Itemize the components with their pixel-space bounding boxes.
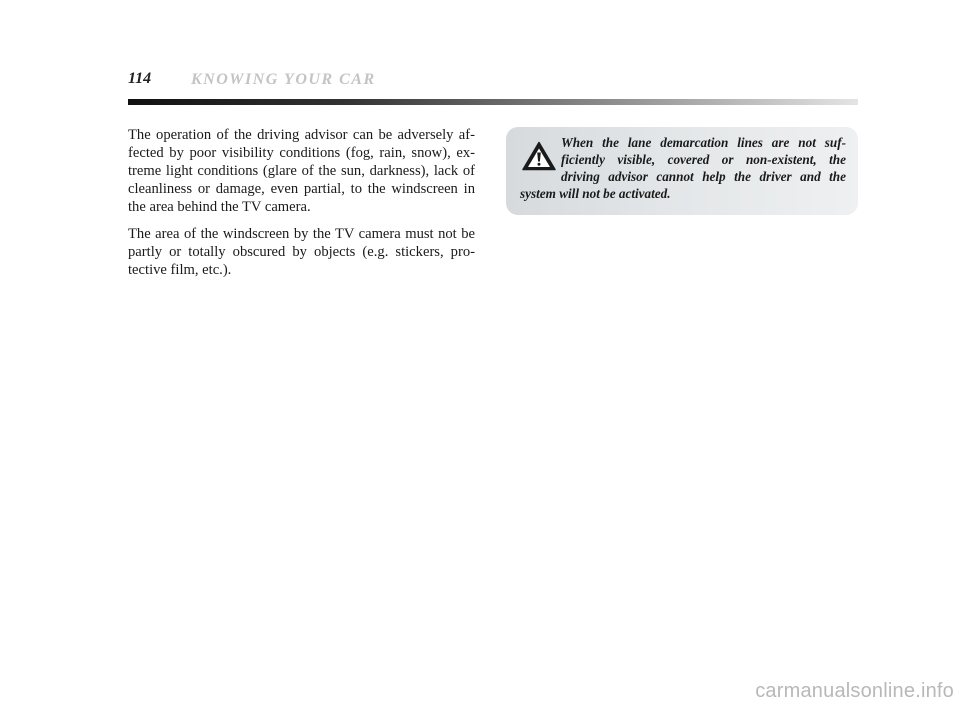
- section-title: KNOWING YOUR CAR: [191, 71, 376, 88]
- warning-line: driving advisor cannot help the driver and the: [561, 169, 846, 184]
- header-rule: [128, 99, 858, 105]
- body-paragraph-windscreen: The area of the windscreen by the TV camera must not be partly or totally obscured by objects (e.g. stickers, pro-tective film, etc.).: [128, 226, 475, 278]
- warning-line: ficiently visible, covered or non-existent, the: [561, 152, 846, 167]
- warning-line: When the lane demarcation lines are not suf-: [561, 135, 846, 150]
- page-number: 114: [128, 70, 152, 87]
- body-paragraph-visibility: The operation of the driving advisor can be adversely af-fected by poor visibility conditions (fog, rain, snow), ex-treme light conditions (glare of the sun, darkness), lack of cleanliness or damage, even partial, to the windscreen in the area behind the TV camera.: [128, 127, 475, 215]
- warning-text: [520, 134, 846, 202]
- body-column: [128, 126, 475, 288]
- watermark: carmanualsonline.info: [755, 680, 954, 702]
- warning-line: system will not be activated.: [520, 186, 671, 201]
- page-header: [128, 70, 858, 92]
- warning-box: [506, 127, 858, 215]
